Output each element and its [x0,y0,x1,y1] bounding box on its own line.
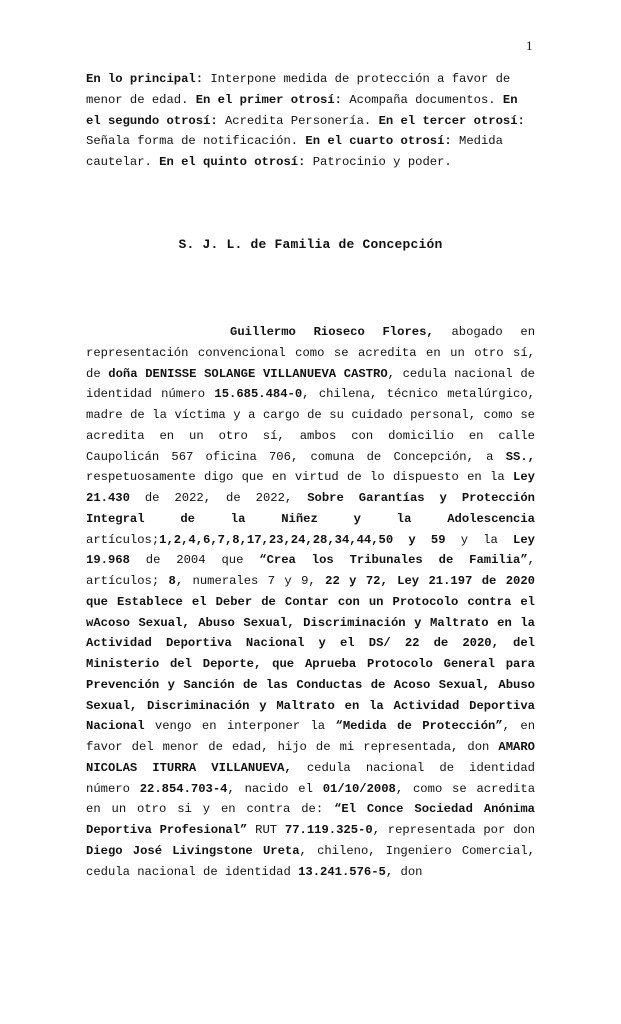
summary-label-first-otrosi: En el primer otrosí: [188,92,342,107]
summary-text-third-otrosi: Señala forma de notificación. [86,134,299,149]
document-body [86,322,535,882]
body-text-segment: , nacido el [227,781,323,796]
summary-text-principal: Interpone medida de protección a favor de menor de edad. [86,72,511,107]
measure-title: “Medida de Protección” [335,719,503,734]
respondent-rut: 77.119.325-0 [284,823,373,837]
body-text-segment: , representada por don [372,823,536,837]
body-text-segment: , como se acredita en un otro si y en contra de: [86,781,536,817]
summary-label-second-otrosi: En el segundo otrosí: [86,92,518,128]
summary-label-fourth-otrosi: En el cuarto otrosí: [298,134,452,149]
lawyer-name: Guillermo Rioseco Flores, [230,325,434,339]
birth-date: 01/10/2008 [322,781,396,796]
minor-id-number: 22.854.703-4 [139,781,228,796]
body-text-segment: de 2004 que [129,553,260,568]
summary-label-principal: En lo principal: [86,72,204,86]
representative-id-number: 13.241.576-5 [298,864,386,879]
client-id-number: 15.685.484-0 [214,387,303,402]
body-text-segment: , en favor del menor de edad, hijo de mi representada, don [86,719,536,754]
law-articles: 8 [168,574,176,588]
body-text-segment: , cedula nacional de identidad número [86,366,535,402]
body-text-segment: vengo en interponer la [144,719,336,734]
law-title: Sobre Garantías y Protección Integral de la Niñez y la Adolescencia [86,491,535,526]
court-address-ss: SS., [505,449,535,464]
body-text-segment: RUT [247,823,285,837]
body-text-segment: , chileno, Ingeniero Comercial, cedula nacional de identidad [86,843,535,879]
document-summary [86,69,536,173]
summary-text-fifth-otrosi: Patrocinio y poder. [305,155,452,170]
body-text-segment: de 2022, de 2022, [129,491,308,505]
client-name: doña DENISSE SOLANGE VILLANUEVA CASTRO [108,366,388,381]
page-number: 1 [526,38,533,53]
body-text-segment: respetuosamente digo que en virtud de lo dispuesto en la [86,470,514,485]
court-title: S. J. L. de Familia de Concepción [178,237,443,252]
law-reference: 22 y 72, Ley 21.197 de 2020 que Establece el Deber de Contar con un Protocolo contra el wAcoso Sexual, Abuso Sexual, Discriminación y Maltrato en la Actividad Deportiva Nacional y el DS/ 22 de 2020, del Ministerio del Deporte, que Aprueba Protocolo General para Prevención y Sanción de las Conductas de Acoso Sexual, Abuso Sexual, Discriminación y Maltrato en la Actividad Deportiva Nacional [86,574,535,734]
summary-text-second-otrosi: Acredita Personería. [217,113,372,128]
body-text-segment: , numerales 7 y 9, [175,574,326,588]
law-articles: 1,2,4,6,7,8,17,23,24,28,34,44,50 y 59 [159,532,446,547]
summary-label-fifth-otrosi: En el quinto otrosí: [151,155,306,170]
body-text-segment: , artículos; [86,553,535,588]
body-text-segment: y la [445,532,514,547]
law-reference: Ley 19.968 [86,532,535,568]
representative-name: Diego José Livingstone Ureta [86,843,300,858]
summary-text-fourth-otrosi: Medida cautelar. [86,134,503,170]
body-text-segment: cedula nacional de identidad número [86,760,535,796]
respondent-name: “El Conce Sociedad Anónima Deportiva Profesional” [86,802,536,837]
minor-name: AMARO NICOLAS ITURRA VILLANUEVA, [86,740,535,775]
body-text-segment: , chilena, técnico metalúrgico, madre de la víctima y a cargo de su cuidado personal, como se acredita en un otro sí, ambos con domicilio en calle Caupolicán 567 oficina 706, comuna de Concepción, a [86,387,535,464]
body-text-segment: abogado en representación convencional como se acredita en un otro sí, de [86,325,536,381]
body-text-segment: artículos; [86,532,160,547]
body-text-segment: , don [385,864,423,879]
law-title: “Crea los Tribunales de Familia” [259,553,528,568]
summary-text-first-otrosi: Acompaña documentos. [342,92,496,107]
law-reference: Ley 21.430 [86,470,535,505]
summary-label-third-otrosi: En el tercer otrosí: [371,113,525,128]
